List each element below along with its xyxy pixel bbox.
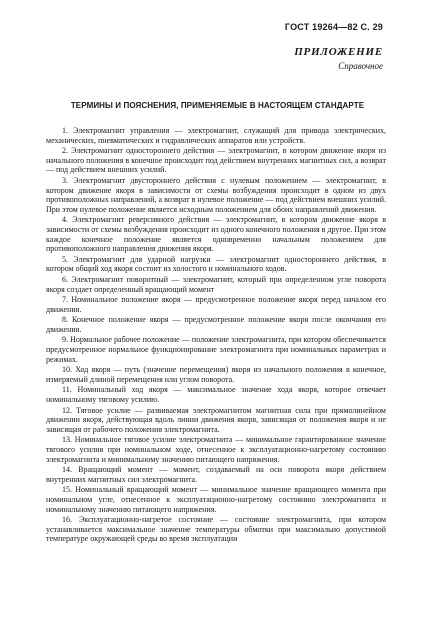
term-paragraph: 6. Электромагнит поворотный — электромагнит, который при определенном угле поворота якоря создает определенный вращающий момент	[46, 274, 386, 294]
section-title: ТЕРМИНЫ И ПОЯСНЕНИЯ, ПРИМЕНЯЕМЫЕ В НАСТОЯЩЕМ СТАНДАРТЕ	[70, 101, 365, 110]
term-paragraph: 2. Электромагнит одностороннего действия — электромагнит, в котором движение якоря из начального положения в конечное происходит под действием внутренних магнитных сил, а возврат — под действием внешних усилий.	[46, 146, 386, 175]
term-paragraph: 4. Электромагнит реверсивного действия — электромагнит, в котором движение якоря в зависимости от схемы возбуждения происходит из одного конечного положения в другое. При этом каждое конечное положение является одновременно начальным положением для противоположного направления движения якоря.	[46, 215, 386, 254]
term-paragraph: 13. Номинальное тяговое усилие электромагнита — минимальное гарантированное значение тягового усилия при номинальном ходе, отнесенное к эксплуатационно-нагретому состоянию электромагнита и минимальному значению питающего напряжения.	[46, 435, 386, 464]
term-paragraph: 14. Вращающий момент — момент, создаваемый на оси поворота якоря действием внутренних магнитных сил электромагнита.	[46, 465, 386, 484]
term-paragraph: 12. Тяговое усилие — развиваемая электромагнитом магнитная сила при прямолинейном движении якоря, действующая вдоль линии движения якоря, зависящая от положения якоря и не зависящая от рабочего положения электромагнита.	[46, 405, 386, 434]
term-paragraph: 10. Ход якоря — путь (значение перемещения) якоря из начального положения в конечное, измеряемый длиной перемещения или углом поворота.	[46, 365, 386, 384]
appendix-subtitle: Справочное	[338, 61, 383, 71]
term-paragraph: 7. Номинальное положение якоря — предусмотренное положение якоря перед началом его движения.	[46, 295, 386, 314]
term-paragraph: 8. Конечное положение якоря — предусмотренное положение якоря после окончания его движения.	[46, 315, 386, 334]
term-paragraph: 1. Электромагнит управления — электромагнит, служащий для привода электрических, механических, пневматических и гидравлических аппаратов или устройств.	[46, 126, 386, 145]
term-paragraph: 5. Электромагнит для ударной нагрузки — электромагнит одностороннего действия, в котором общий ход якоря состоит из холостого и номинального ходов.	[46, 254, 386, 274]
term-paragraph: 15. Номинальный вращающий момент — минимальное значение вращающего момента при номинальном угле, отнесенное к эксплуатационно-нагретому состоянию электромагнита и номинальному значению питающего напряжения.	[46, 485, 386, 514]
term-paragraph: 9. Нормальное рабочее положение — положение электромагнита, при котором обеспечивается предусмотренное нормальное функционирование электромагнита при номинальных параметрах и режимах.	[46, 335, 386, 364]
appendix-label	[294, 46, 383, 71]
term-paragraph: 3. Электромагнит двустороннего действия с нулевым положением — электромагнит, в котором движение якоря в зависимости от схемы возбуждения происходит в одном из двух противоположных направлений, а возврат в нулевое положение — под действием внешних усилий. При этом нулевое положение является исходным положением для обоих направлений движения.	[46, 175, 386, 214]
term-paragraph: 16. Эксплуатационно-нагретое состояние — состояние электромагнита, при котором устанавливается максимальное значение температуры обмотки при максимально допустимой температуре окружающей среды во время эксплуатации	[46, 515, 386, 544]
appendix-title: ПРИЛОЖЕНИЕ	[294, 46, 383, 58]
term-paragraph: 11. Номинальный ход якоря — максимальное значение хода якоря, которое отвечает номинальному тяговому усилию.	[46, 385, 386, 405]
terms-body	[46, 126, 386, 545]
page-header: ГОСТ 19264—82 С. 29	[284, 22, 383, 32]
